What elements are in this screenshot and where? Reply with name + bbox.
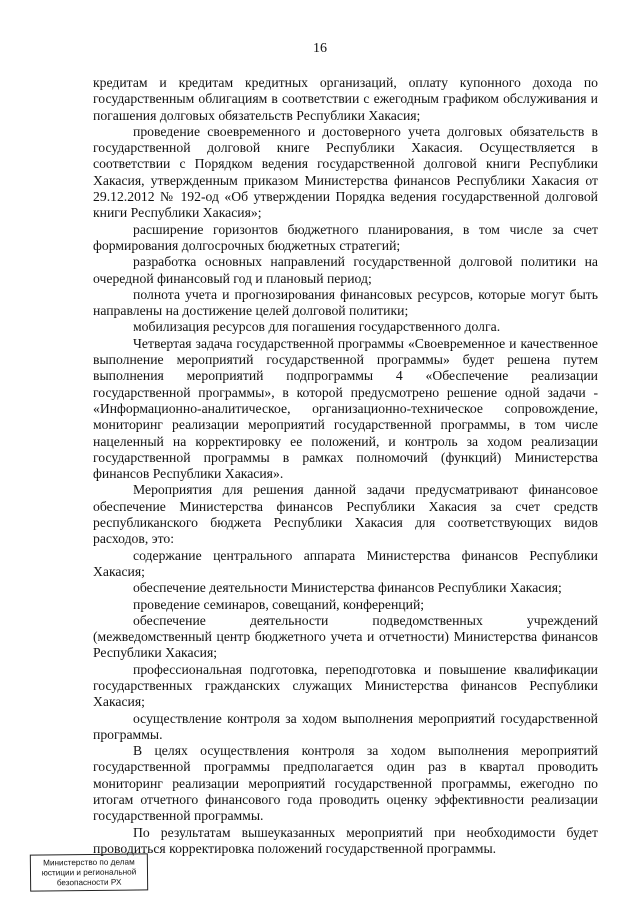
stamp-line: юстиции и региональной [41, 867, 137, 878]
document-body [93, 75, 598, 857]
list-item-ministry-activity: обеспечение деятельности Министерства финансов Республики Хакасия; [133, 580, 562, 596]
page-number: 16 [313, 41, 327, 56]
list-item-professional-training: профессиональная подготовка, переподготовка и повышение квалификации государственных гражданских служащих Министерства финансов Республики Хакасия; [93, 661, 598, 710]
paragraph-planning-horizons: расширение горизонтов бюджетного планирования, в том числе за счет формирования долгосрочных бюджетных стратегий; [93, 221, 598, 253]
paragraph-resource-mobilization: мобилизация ресурсов для погашения государственного долга. [133, 319, 501, 335]
paragraph-continuation: кредитам и кредитам кредитных организаций, оплату купонного дохода по государственным облигациям в соответствии с ежегодным графиком обслуживания и погашения долговых обязательств Республики Хакасия; [93, 75, 598, 123]
ministry-stamp [30, 853, 148, 891]
paragraph-resource-forecasting: полнота учета и прогнозирования финансовых ресурсов, которые могут быть направлены на достижение целей долговой политики; [93, 286, 598, 319]
paragraph-adjustment: По результатам вышеуказанных мероприятий при необходимости будет проводиться корректировка положений государственной программы. [93, 824, 598, 856]
list-item-seminars: проведение семинаров, совещаний, конференций; [133, 596, 425, 612]
list-item-subordinate-institutions: обеспечение деятельности подведомственных учреждений (межведомственный центр бюджетного учета и отчетности) Министерства финансов Республики Хакасия; [93, 612, 598, 661]
paragraph-fourth-task: Четвертая задача государственной программы «Своевременное и качественное выполнение мероприятий государственной программы» будет решена путем выполнения мероприятий подпрограммы 4 «Обеспечение реализации государственной программы», в которой предусмотрено решение одной задачи - «Информационно-аналитическое, организационно-техническое сопровождение, мониторинг реализации мероприятий государственной программы, в том числе нацеленный на корректировку ее положений, и контроль за ходом реализации государственной программы в рамках полномочий (функций) Министерства финансов Республики Хакасия». [93, 335, 598, 482]
stamp-line: безопасности РХ [56, 877, 122, 888]
list-item-central-apparatus: содержание центрального аппарата Министерства финансов Республики Хакасия; [93, 547, 598, 579]
list-item-program-control: осуществление контроля за ходом выполнения мероприятий государственной программы. [93, 710, 598, 742]
paragraph-debt-accounting: проведение своевременного и достоверного учета долговых обязательств в государственной долговой книге Республики Хакасия. Осуществляется в соответствии с Порядком ведения государственной долговой книги Республики Хакасия, утвержденным приказом Министерства финансов Республики Хакасия от 29.12.2012 № 192-од «Об утверждении Порядка ведения государственной долговой книги Республики Хакасия»; [93, 123, 598, 221]
paragraph-debt-policy: разработка основных направлений государственной долговой политики на очередной финансовый год и плановый период; [93, 254, 598, 286]
paragraph-task-measures: Мероприятия для решения данной задачи предусматривают финансовое обеспечение Министерства финансов Республики Хакасия за счет средств республиканского бюджета Республики Хакасия для соответствующих видов расходов, это: [93, 482, 598, 547]
stamp-line: Министерство по делам [43, 857, 135, 868]
paragraph-monitoring: В целях осуществления контроля за ходом выполнения мероприятий государственной программы предполагается один раз в квартал проводить мониторинг реализации мероприятий государственной программы, ежегодно по итогам отчетного финансового года проводить оценку эффективности реализации государственной программы. [93, 743, 598, 824]
